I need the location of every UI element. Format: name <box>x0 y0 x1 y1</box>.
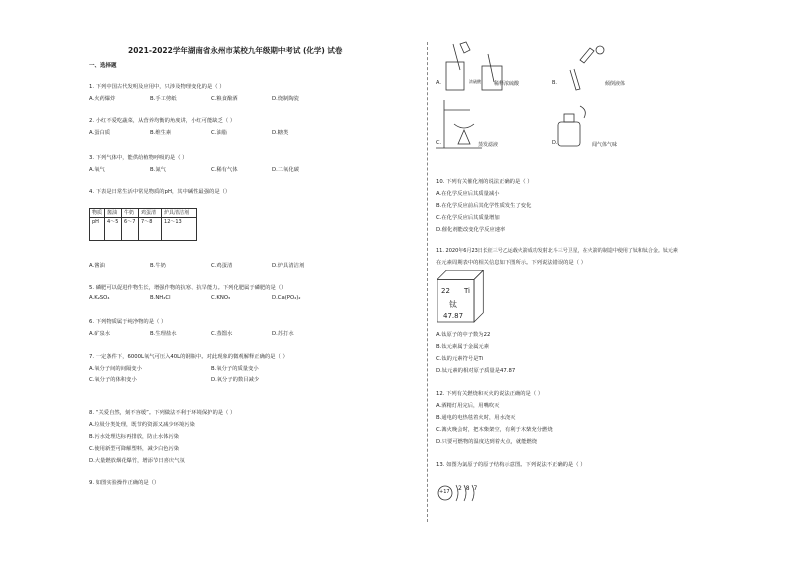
q6-stem: 6. 下列物质属于纯净物的是（ ） <box>89 319 167 325</box>
q8-stem: 8. “关爱自然，刻不容缓”。下列做法不利于环境保护的是（ ） <box>89 410 236 416</box>
q8-opt-a[interactable]: A.垃圾分类处理，既节约资源又减少环境污染 <box>89 422 195 428</box>
q3-opt-b[interactable]: B.氮气 <box>150 167 166 173</box>
q4-opt-d[interactable]: D.炉具清洁剂 <box>272 263 305 269</box>
q1-opt-a[interactable]: A.火药爆炸 <box>89 96 116 102</box>
fig9-label-e-text: 倾倒液体 <box>605 81 626 87</box>
fig9-label-c: C. <box>436 140 442 146</box>
q3-opt-d[interactable]: D.二氧化碳 <box>272 167 299 173</box>
q1-stem: 1. 下列中国古代发明及应用中，只涉及物理变化的是（ ） <box>89 84 225 90</box>
q4-opt-c[interactable]: C.鸡蛋清 <box>211 263 233 269</box>
table-cell: 牛奶 <box>122 209 139 218</box>
section-heading: 一、选择题 <box>89 63 117 69</box>
gas-bottle-illustration <box>558 106 585 146</box>
page-title: 2021-2022学年湖南省永州市某校九年级期中考试 (化学) 试卷 <box>128 46 343 55</box>
q2-opt-c[interactable]: C.油脂 <box>211 130 227 136</box>
q11-stem-line1: 11. 2020年6月23日长征三号乙运载火箭成功发射北斗三号卫星，在火箭的制造中使用了钛和钛合金。钛元素 <box>436 248 678 254</box>
q7-opt-a[interactable]: A.氧分子间的间隔变小 <box>89 366 142 372</box>
q10-opt-d[interactable]: D.催化剂能改变化学反应速率 <box>436 227 506 233</box>
q6-opt-b[interactable]: B.生理盐水 <box>150 331 177 337</box>
element-mass: 47.87 <box>443 312 464 320</box>
q1-opt-b[interactable]: B.手工剪纸 <box>150 96 177 102</box>
q9-figure <box>430 40 690 155</box>
pouring-liquid-illustration <box>446 42 470 90</box>
q2-opt-a[interactable]: A.蛋白质 <box>89 130 111 136</box>
q6-opt-d[interactable]: D.苏打水 <box>272 331 294 337</box>
q10-opt-c[interactable]: C.在化学反应后其质量增加 <box>436 215 500 221</box>
element-symbol: Ti <box>464 287 471 295</box>
fig9-label-a: A. <box>436 80 441 86</box>
dropper-illustration <box>580 46 604 63</box>
q7-opt-c[interactable]: C.氧分子的体积变小 <box>89 377 137 383</box>
q12-opt-b[interactable]: B.通电的电热毯着火时，用水浇灭 <box>436 415 516 421</box>
table-cell: 鸡蛋清 <box>139 209 162 218</box>
q13-stem: 13. 如图为氯原子的原子结构示意图。下列说法不正确的是（ ） <box>436 462 586 468</box>
q4-opt-b[interactable]: B.牛奶 <box>150 263 166 269</box>
q2-stem: 2. 小红不爱吃蔬菜，从营养均衡的角度讲，小红可能缺乏（ ） <box>89 118 236 124</box>
q12-stem: 12. 下列有关燃烧和灭火的说法正确的是（ ） <box>436 391 544 397</box>
q8-opt-b[interactable]: B.污水处理达标再排放，防止水体污染 <box>89 434 180 440</box>
q1-opt-d[interactable]: D.烧制陶瓷 <box>272 96 299 102</box>
atom-shells: 2 8 7 <box>458 485 479 492</box>
q11-opt-a[interactable]: A.钛原子的中子数为22 <box>436 332 491 338</box>
q4-stem: 4. 下表是日常生活中常见物质的pH，其中碱性最强的是（） <box>89 189 231 195</box>
q11-opt-b[interactable]: B.钛元素属于金属元素 <box>436 344 489 350</box>
table-cell: 12～13 <box>162 218 197 241</box>
q12-opt-d[interactable]: D.只要可燃物的温度达到着火点，就能燃烧 <box>436 439 538 445</box>
q3-opt-a[interactable]: A.氧气 <box>89 167 105 173</box>
q6-opt-a[interactable]: A.矿泉水 <box>89 331 111 337</box>
table-cell: 物质 <box>90 209 105 218</box>
q11-opt-c[interactable]: C.钛的元素符号是Ti <box>436 356 484 362</box>
table-cell: 6～7 <box>122 218 139 241</box>
table-cell: 4～5 <box>105 218 122 241</box>
evaporation-illustration <box>436 100 482 148</box>
table-cell: pH <box>90 218 105 241</box>
table-row <box>90 209 197 218</box>
q2-opt-b[interactable]: B.维生素 <box>150 130 172 136</box>
q10-opt-b[interactable]: B.在化学反应前后其化学性质发生了变化 <box>436 203 532 209</box>
table-cell: 7～8 <box>139 218 162 241</box>
table-row <box>90 218 197 241</box>
q8-opt-c[interactable]: C.使用新型可降解塑料，减少白色污染 <box>89 446 180 452</box>
q9-stem: 9. 如图实验操作正确的是（） <box>89 480 160 486</box>
q5-opt-d[interactable]: D.Ca(PO₄)₂ <box>272 295 301 301</box>
fig9-beaker-label: 浓硫酸 <box>469 79 481 84</box>
ph-table <box>89 208 197 241</box>
q7-opt-b[interactable]: B.氧分子的质量变小 <box>211 366 259 372</box>
column-divider <box>427 42 428 522</box>
fig9-label-c-text: 蒸发滤液 <box>478 142 499 148</box>
q10-stem: 10. 下列有关催化剂的说法正确的是（ ） <box>436 179 533 185</box>
q1-opt-c[interactable]: C.粮食酿酒 <box>211 96 238 102</box>
q11-stem-line2: 在元素周期表中的相关信息如下图所示。下列说法错误的是（ ） <box>436 260 586 266</box>
test-tube-illustration <box>570 69 580 90</box>
q12-opt-a[interactable]: A.酒精灯用完后，用嘴吹灭 <box>436 403 500 409</box>
q5-opt-b[interactable]: B.NH₄Cl <box>150 295 171 301</box>
fig9-label-b-text: 稀释浓硫酸 <box>494 81 520 87</box>
q4-opt-a[interactable]: A.酱油 <box>89 263 105 269</box>
q5-opt-c[interactable]: C.KNO₃ <box>211 295 231 301</box>
fig9-label-b: B. <box>552 80 558 86</box>
q3-stem: 3. 下列气体中，能供给植物呼吸的是（ ） <box>89 155 188 161</box>
fig9-label-d-text: 闻气体气味 <box>592 142 618 148</box>
q8-opt-d[interactable]: D.大量燃放烟花爆竹，增添节日喜庆气氛 <box>89 458 185 464</box>
q11-opt-d[interactable]: D.钛元素的相对原子质量是47.87 <box>436 368 516 374</box>
q10-opt-a[interactable]: A.在化学反应后其质量减小 <box>436 191 500 197</box>
q7-stem: 7. 一定条件下，6000L氧气可压入40L的钢瓶中。对此现象的微观解释正确的是（ ） <box>89 354 288 360</box>
element-number: 22 <box>441 287 450 295</box>
q3-opt-c[interactable]: C.稀有气体 <box>211 167 238 173</box>
table-cell: 酱油 <box>105 209 122 218</box>
q2-opt-d[interactable]: D.糖类 <box>272 130 289 136</box>
q12-opt-c[interactable]: C.篝火晚会时，把木柴架空，有利于木柴充分燃烧 <box>436 427 553 433</box>
q5-stem: 5. 磷肥可以促进作物生长，增强作物的抗寒、抗旱能力。下列化肥属于磷肥的是（） <box>89 285 287 291</box>
q7-opt-d[interactable]: D.氧分子的数目减少 <box>211 377 260 383</box>
element-name: 钛 <box>449 300 457 309</box>
table-cell: 炉具清洁剂 <box>162 209 197 218</box>
q5-opt-a[interactable]: A.K₂SO₄ <box>89 295 110 301</box>
fig9-label-d: D. <box>552 140 558 146</box>
q6-opt-c[interactable]: C.蒸馏水 <box>211 331 233 337</box>
atom-nucleus: +17 <box>439 489 450 495</box>
